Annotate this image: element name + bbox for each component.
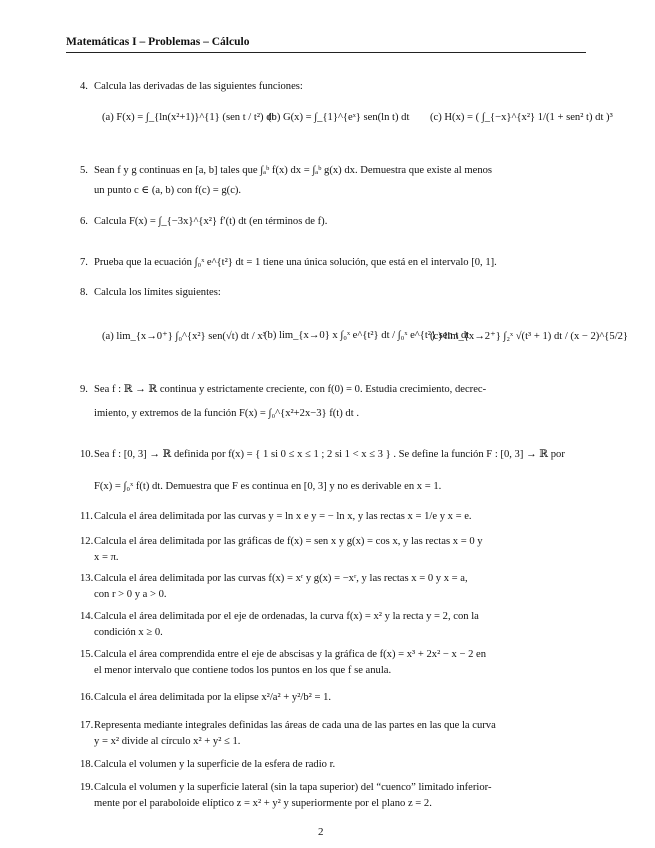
problem-text-line-2: condición x ≥ 0. [94, 627, 163, 638]
problem-8b-formula: (b) lim_{x→0} x ∫₀ˣ e^{t²} dt / ∫₀ˣ e^{t²} sen t dt [264, 330, 470, 341]
problem-text-line-1: Calcula el área delimitada por las gráficas de f(x) = sen x y g(x) = cos x, y las rectas x = 0 y [94, 536, 483, 547]
problem-text: Calcula el área delimitada por las curvas y = ln x e y = − ln x, y las rectas x = 1/e y x = e. [94, 511, 472, 522]
problem-number: 17. [80, 720, 94, 731]
problem-text-line-1: Calcula el área comprendida entre el eje de abscisas y la gráfica de f(x) = x³ + 2x² − x − 2 en [94, 649, 487, 660]
problem-8c-formula: (c) lim_{x→2⁺} ∫₂ˣ √(t³ + 1) dt / (x − 2)^{5/2} [430, 331, 629, 342]
problem-8a-formula: (a) lim_{x→0⁺} ∫₀^{x²} sen(√t) dt / x³ [102, 331, 266, 342]
problem-number: 7. [80, 257, 88, 268]
problem-text-line-1: Sea f : ℝ → ℝ continua y estrictamente creciente, con f(0) = 0. Estudia crecimiento, decrec- [94, 384, 487, 395]
problem-text: Calcula los límites siguientes: [94, 287, 221, 298]
problem-number: 5. [80, 165, 88, 176]
problem-text-line-2: el menor intervalo que contiene todos los puntos en los que f se anula. [94, 665, 392, 676]
problem-4c-formula: (c) H(x) = ( ∫_{−x}^{x²} 1/(1 + sen² t) dt )³ [430, 112, 613, 123]
problem-number: 13. [80, 573, 94, 584]
problem-number: 16. [80, 692, 94, 703]
problem-text-line-2: mente por el paraboloide elíptico z = x² + y² y superiormente por el plano z = 2. [94, 798, 432, 809]
problem-number: 6. [80, 216, 88, 227]
problem-text-line-2: con r > 0 y a > 0. [94, 589, 167, 600]
problem-text-line-2: un punto c ∈ (a, b) con f(c) = g(c). [94, 185, 242, 196]
problem-text: Calcula F(x) = ∫_{−3x}^{x²} f′(t) dt (en términos de f). [94, 216, 328, 227]
problem-4b-formula: (b) G(x) = ∫_{1}^{eˣ} sen(ln t) dt [268, 112, 410, 123]
page-number: 2 [318, 826, 324, 838]
problem-number: 8. [80, 287, 88, 298]
problem-text-line-1: Calcula el área delimitada por el eje de ordenadas, la curva f(x) = x² y la recta y = 2, con la [94, 611, 479, 622]
problem-text-line-1: Calcula el volumen y la superficie lateral (sin la tapa superior) del “cuenco” limitado inferior- [94, 782, 492, 793]
problem-number: 15. [80, 649, 94, 660]
problem-text-line-1: Calcula el área delimitada por las curvas f(x) = xʳ y g(x) = −xʳ, y las rectas x = 0 y x = a, [94, 573, 468, 584]
problem-text-line-2: y = x² divide al círculo x² + y² ≤ 1. [94, 736, 241, 747]
problem-4a-formula: (a) F(x) = ∫_{ln(x²+1)}^{1} (sen t / t²) dt [102, 112, 275, 123]
problem-number: 4. [80, 81, 88, 92]
problem-number: 10. [80, 449, 94, 460]
problem-text-line-2: imiento, y extremos de la función F(x) = ∫₀^{x²+2x−3} f(t) dt . [94, 408, 359, 419]
problem-text-line-1: Sean f y g continuas en [a, b] tales que ∫ₐᵇ f(x) dx = ∫ₐᵇ g(x) dx. Demuestra que existe al menos [94, 165, 493, 176]
problem-text-line-1: Sea f : [0, 3] → ℝ definida por f(x) = { 1 si 0 ≤ x ≤ 1 ; 2 si 1 < x ≤ 3 } . Se define la función F : [0, 3] → ℝ por [94, 449, 565, 460]
problem-number: 18. [80, 759, 94, 770]
problem-text: Prueba que la ecuación ∫₀ˣ e^{t²} dt = 1 tiene una única solución, que está en el intervalo [0, 1]. [94, 257, 497, 268]
problem-text: Calcula las derivadas de las siguientes funciones: [94, 81, 303, 92]
problem-text-line-2: x = π. [94, 552, 119, 563]
problem-number: 12. [80, 536, 94, 547]
problem-number: 14. [80, 611, 94, 622]
problem-number: 11. [80, 511, 93, 522]
problem-number: 19. [80, 782, 94, 793]
problem-text: Calcula el volumen y la superficie de la esfera de radio r. [94, 759, 336, 770]
problem-text: Calcula el área delimitada por la elipse x²/a² + y²/b² = 1. [94, 692, 332, 703]
problem-text-line-2: F(x) = ∫₀ˣ f(t) dt. Demuestra que F es continua en [0, 3] y no es derivable en x = 1. [94, 481, 442, 492]
problem-number: 9. [80, 384, 88, 395]
problem-text-line-1: Representa mediante integrales definidas las áreas de cada una de las partes en las que la curva [94, 720, 496, 731]
header-rule [66, 52, 586, 53]
page-header: Matemáticas I – Problemas – Cálculo [66, 36, 250, 48]
